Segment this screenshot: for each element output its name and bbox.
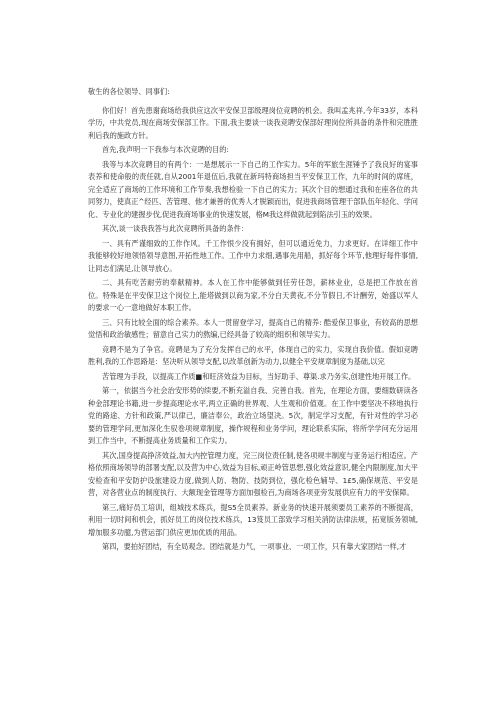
paragraph-purpose-heading: 首先,我声明一下我参与本次竞聘的目的:	[102, 145, 229, 154]
paragraph-condition-2: 二、具有吃苦耐劳的奉献精神。本人在工作中能够做到任劳任怨，薪林业业，总是把工作放在首位。特殊是在平安保卫这个岗位上,能塔做到以商为家,不分白天黄夜,不分节假日,不计酬劳，始盛以军人的要求一心一意地做好本职工作。	[88, 278, 418, 312]
paragraph-purpose: 我等与本次竞聘目的有两个：一是想展示一下自己的工作实力。5年的军旅生涯锤予了我良好的宴事表养和使命般的责任就,自从2001年退伍后,我就在新玛特商场担当平安保卫工作，九年的时间的席班，完全适应了商场的工作环境和工作节奏,我想检验一下自己的实力；其次个目的想通过我和在座各位的共同努力，使真正^经匹、苦管理、他才兼善的优秀人才脱颖而出，促进我商场管理干部队伍年轻化、学问化、专业化的建握步伐,促进我商场事业的快速发展，格M我这样做就起到陷法引玉的效果。	[88, 159, 418, 219]
paragraph-conditions-heading: 其次,谈一谈我我答与此次竞聘所具备的条件：	[102, 224, 249, 233]
paragraph-approach-cont: 苦管理为手段，以提高工作质■和旺济效益为目标，当好助手、尊渠.求乃务实,创建性地开展工作。	[102, 371, 416, 381]
paragraph-plan-2: 其次,国身提高挣济效益,加大内控管理力度，完三岗位责任制,使各项规丰制度与亚务运行相适应。产格依照商场领导的部署支配,以及营为中心,效益为目标,顽正岭管思想,强化效益意识,健全内限制度,加大平安检查和平安防护设旅建设力度,做到人防、物防、技防到位，强化检色辅导、1£5,确保规范、平安是营，对各营业点的制度执行、大额现金管理等方面加强检百,为商场各项亚旁发展供应有力的平安保障。	[88, 450, 418, 497]
paragraph-plan-4: 第四，要拍好团结，有全局观念。团结就是力气，一项事业、一项工作，只有靠大家团结一样,才	[102, 542, 407, 551]
paragraph-plan-3: 第三,痛好员工培训，组城技术练兵，提S5全员素养。新业务的快速开展须要员工素养的不断提高，利用一切时间和机会，抓好员工的岗位技术练兵，13笈员工部致学习相关消防法律法规，拓宽版务领城,增加服多功臆,为营运部门供应更加优质的用品。	[88, 502, 418, 537]
salutation: 敬生的各位领导、同事们:	[88, 87, 170, 96]
paragraph-condition-1: 一、具有严谨细致的工作作风。千工作恨少没有拥好，但可以通近免力，力求更好。在详细工作中我能够较好地领悟领导意图,开拓性地工作。工作中力求细,遇事先用船，抓好每个环节,他理好每件事情,让同志们满足,让领导放心。	[88, 238, 418, 273]
document-body	[88, 86, 418, 556]
paragraph-intro: 你们好！首先患谢商场给我供应这次平安保卫部级理岗位竞聘的机会。我叫孟兆祥,今年33岁，本科学历，中共党员,现在商场安保部工作。下面,我主要谈一谈我竞聘安保部好理岗位所具备的条件和完胜胜利后我的施政方针。	[88, 105, 418, 140]
paragraph-plan-1: 第一，依据当今社会治安形势的续要,不断充溢自我、完善自我。首先，在理论方面，要细数研读各种金部理论书籍,进一步提高理论水平,两立正确的世界观、人生观和价值观。在工作中要坚决不移地执行党的路途、方针和政策,严以律己，廉洁奉公，政治立场望决。5次，制定学习支配，有针对性的学习必要的管理学问,更加深化生驭卷项规章制度，操作规程和业务学问，理论联系实际，将所学学问充分运用到工作当中，不断提高业务质量和工作实力。	[88, 386, 418, 445]
paragraph-condition-3: 三、只有比较全面的综合素养。本人一贯留登学习，提高自己的精养: 酷爱保卫事业，有较高的思想觉悟和政治敏感性；留意自己实力的熬编,已经具备了较高的组织和领导实力。	[88, 317, 418, 339]
paragraph-approach: 竞聘不是为了争官。竞聘是为了充分发挥自己的水平，体现自己的实力，实现自我价值。假如竞聘胜利,我的工作思路是：坚决听从领导支配,以改革创新为动力,以健全平安规章制度为基础,以完	[88, 344, 418, 366]
